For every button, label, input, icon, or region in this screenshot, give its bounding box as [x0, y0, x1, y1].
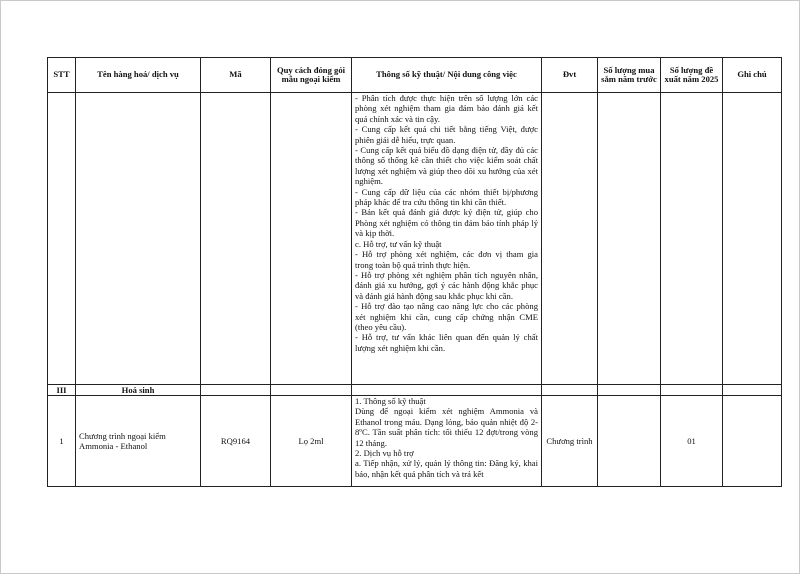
cell-empty [598, 93, 661, 385]
spec-line: - Cung cấp kết quả chi tiết bằng tiếng Việt, được phiên giải dễ hiểu, trực quan. [355, 124, 538, 145]
procurement-table [47, 57, 782, 487]
item-code: RQ9164 [201, 396, 271, 487]
spec-line: 2. Dịch vụ hỗ trợ [355, 448, 414, 459]
cell-empty [598, 385, 661, 396]
spec-line: 1. Thông số kỹ thuật [355, 396, 426, 406]
spec-line: - Bản kết quả đánh giá được ký điện tử, giúp cho Phòng xét nghiệm có thông tin đảm bảo tính pháp lý và kịp thời. [355, 207, 538, 239]
header-note: Ghi chú [723, 58, 782, 93]
continued-spec-cell [352, 93, 542, 385]
header-row [48, 58, 782, 93]
header-packaging: Quy cách đóng gói mẫu ngoại kiểm [271, 58, 352, 93]
header-stt: STT [48, 58, 76, 93]
spec-line: c. Hỗ trợ, tư vấn kỹ thuật [355, 238, 442, 249]
spec-line: - Hỗ trợ phòng xét nghiệm, các đơn vị tham gia trong toàn bộ quá trình thực hiện. [355, 249, 538, 270]
spec-line: - Phân tích được thực hiện trên số lượng lớn các phòng xét nghiệm tham gia đảm bảo đánh giá kết quả chính xác và tin cậy. [355, 93, 538, 124]
item-qty-previous-year [598, 396, 661, 487]
cell-empty [271, 385, 352, 396]
item-note [723, 396, 782, 487]
cell-empty [271, 93, 352, 385]
table-row [48, 396, 782, 487]
item-technical-spec [352, 396, 542, 487]
header-technical-spec: Thông số kỹ thuật/ Nội dung công việc [352, 58, 542, 93]
cell-empty [723, 385, 782, 396]
spec-line: - Hỗ trợ phòng xét nghiệm phân tích nguyên nhân, đánh giá xu hướng, gợi ý các hành động khắc phục và đánh giá hành động sau khắc phục khi cần. [355, 269, 538, 301]
spec-line: - Hỗ trợ đào tạo nâng cao năng lực cho các phòng xét nghiệm khi cần, cung cấp chứng nhận CME (theo yêu cầu). [355, 301, 538, 332]
cell-empty [352, 385, 542, 396]
table-row-continued [48, 93, 782, 385]
header-code: Mã [201, 58, 271, 93]
cell-empty [661, 385, 723, 396]
cell-empty [48, 93, 76, 385]
item-packaging: Lọ 2ml [271, 396, 352, 487]
item-stt: 1 [48, 396, 76, 487]
spec-line: - Cung cấp dữ liệu của các nhóm thiết bị/phương pháp khác để tra cứu thông tin khi cần thiết. [355, 186, 538, 208]
cell-empty [723, 93, 782, 385]
item-qty-2025: 01 [661, 396, 723, 487]
cell-empty [542, 93, 598, 385]
section-title: Hoá sinh [76, 385, 201, 396]
section-row [48, 385, 782, 396]
cell-empty [201, 385, 271, 396]
cell-empty [661, 93, 723, 385]
spec-line: - Hỗ trợ, tư vấn khác liên quan đến quản lý chất lượng xét nghiệm khi cần. [355, 332, 538, 353]
header-unit: Đvt [542, 58, 598, 93]
header-qty-previous-year: Số lượng mua sắm năm trước [598, 58, 661, 93]
spec-line: Dùng để ngoại kiểm xét nghiệm Ammonia và Ethanol trong máu. Dạng lỏng, bảo quản nhiệt độ 2-8ºC. Tần suất phân tích: tối thiểu 12 đợt/trong vòng 12 tháng. [355, 406, 538, 448]
cell-empty [542, 385, 598, 396]
header-qty-2025: Số lượng đề xuất năm 2025 [661, 58, 723, 93]
section-number: III [48, 385, 76, 396]
item-name: Chương trình ngoại kiểm Ammonia - Ethanol [76, 396, 201, 487]
spec-line: a. Tiếp nhận, xử lý, quản lý thông tin: Đăng ký, khai báo, nhận kết quả phân tích và trả kết [355, 458, 538, 479]
spec-line: - Cung cấp kết quả biểu đồ dạng điện tử, đầy đủ các thông số thống kê cần thiết cho việc kiểm soát chất lượng xét nghiệm và giúp theo dõi xu hướng của xét nghiệm. [355, 145, 538, 187]
item-unit: Chương trình [542, 396, 598, 487]
header-name: Tên hàng hoá/ dịch vụ [76, 58, 201, 93]
cell-empty [201, 93, 271, 385]
cell-empty [76, 93, 201, 385]
